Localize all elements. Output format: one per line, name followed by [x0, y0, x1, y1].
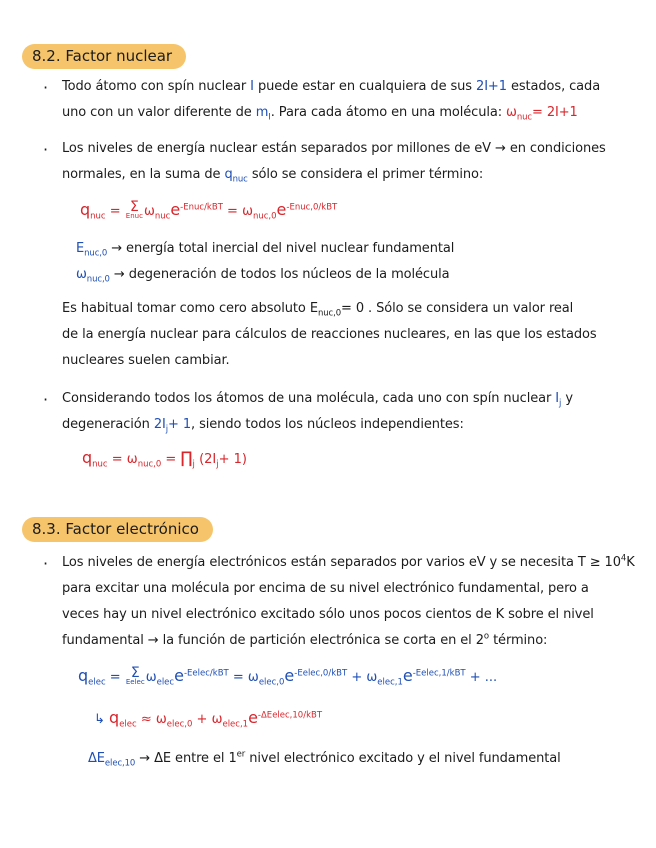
return-arrow-icon: ↳: [94, 712, 105, 727]
nuclear-paragraph-line3: nucleares suelen cambiar.: [62, 353, 230, 368]
nuclear-definition-degeneracy: $\omega_{nuc,0}$ → degeneración de todos los núcleos de la molécula: [76, 267, 450, 285]
electronic-approx-equation: ↳ $q_{elec} \approx \omega_{elec,0} + \omega_{elec,1}e^{-\Delta Eelec,10/kBT}$: [94, 708, 323, 730]
nuclear-definition-energy: $E_{nuc,0}$ → energía total inercial del nivel nuclear fundamental: [76, 241, 455, 259]
section-title-nuclear: 8.2. Factor nuclear: [22, 44, 186, 69]
nuclear-bullet3-line1: Considerando todos los átomos de una molécula, cada uno con spín nuclear $I_j$ y: [62, 391, 573, 409]
nuclear-bullet3-line2: degeneración $2I_j+ 1$, siendo todos los núcleos independientes:: [62, 417, 464, 435]
electronic-definition-delta: $\Delta E_{elec,10} \to \Delta E$ entre el 1er nivel electrónico excitado y el nivel fundamental: [88, 749, 561, 769]
nuclear-bullet2-line2: normales, en la suma de $q_{nuc}$ sólo se considera el primer término:: [62, 167, 484, 185]
nuclear-paragraph-line1: Es habitual tomar como cero absoluto $E_{nuc,0}= 0$ . Sólo se considera un valor real: [62, 301, 574, 319]
bullet-dot: ·: [43, 78, 49, 97]
section-title-electronic: 8.3. Factor electrónico: [22, 517, 213, 542]
sum-symbol: Σ Enuc: [125, 198, 143, 220]
electronic-partition-equation: $q_{elec}$ = Σ Eelec $\omega_{elec}e^{-Eelec/kBT} = \omega_{elec,0}e^{-Eelec,0/kBT} + \omega_{elec,1}e^{-Eelec,1/kBT}$ + ...: [78, 664, 498, 688]
nuclear-partition-equation: $q_{nuc}$ = Σ Enuc $\omega_{nuc}e^{-Enuc/kBT} = \omega_{nuc,0}e^{-Enuc,0/kBT}$: [80, 198, 338, 222]
electronic-bullet1-line2: para excitar una molécula por encima de su nivel electrónico fundamental, pero a: [62, 581, 589, 596]
bullet-dot: ·: [43, 554, 49, 573]
nuclear-bullet2-line1: Los niveles de energía nuclear están separados por millones de eV → en condiciones: [62, 141, 606, 156]
electronic-bullet1-line3: veces hay un nivel electrónico excitado sólo unos pocos cientos de K sobre el nivel: [62, 607, 594, 622]
bullet-dot: ·: [43, 140, 49, 159]
nuclear-paragraph-line2: de la energía nuclear para cálculos de reacciones nucleares, en las que los estados: [62, 327, 597, 342]
nuclear-bullet1-line2: uno con un valor diferente de $m_I$. Para cada átomo en una molécula: $\omega_{nuc}= 2I+1$: [62, 105, 578, 123]
electronic-bullet1-line1: Los niveles de energía electrónicos están separados por varios eV y se necesita $T \ge 10^4K$: [62, 553, 635, 570]
bullet-dot: ·: [43, 390, 49, 409]
electronic-bullet1-line4: fundamental → la función de partición electrónica se corta en el 2$^o$ término:: [62, 631, 548, 648]
sum-symbol: Σ Eelec: [125, 664, 145, 686]
nuclear-degeneracy-equation: $q_{nuc} = \omega_{nuc,0}$ = $\prod_j$ $(2I_j+ 1)$: [82, 448, 247, 470]
nuclear-bullet1-line1: Todo átomo con spín nuclear I puede estar en cualquiera de sus 2I+1 estados, cada: [62, 79, 601, 94]
